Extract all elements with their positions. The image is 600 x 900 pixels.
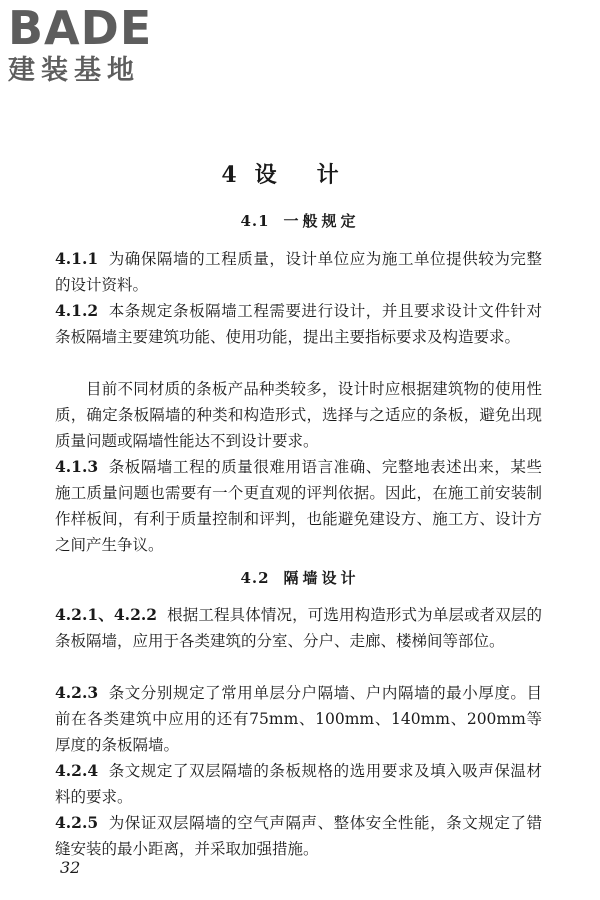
clause-number: 4.2.1、4.2.2	[55, 605, 158, 624]
clause-4-1-2-continued	[55, 376, 542, 454]
section-title: 隔墙设计	[283, 569, 360, 587]
clause-4-1-3	[55, 454, 542, 558]
page-number: 32	[60, 858, 81, 877]
clause-number: 4.1.2	[55, 301, 99, 320]
logo-text-en: BADE	[8, 1, 153, 55]
clause-4-2-5	[55, 810, 542, 862]
clause-4-2-3	[55, 680, 542, 758]
section-heading-4-2	[0, 567, 600, 588]
clause-number: 4.2.3	[55, 683, 99, 702]
clause-text: 条板隔墙工程的质量很难用语言准确、完整地表述出来，某些施工质量问题也需要有一个更直观的评判依据。因此，在施工前安装制作样板间，有利于质量控制和评判，也能避免建设方、施工方、设计方之间产生争议。	[55, 458, 542, 554]
clause-number: 4.2.5	[55, 813, 99, 832]
clause-number: 4.1.1	[55, 249, 99, 268]
clause-text: 条文规定了双层隔墙的条板规格的选用要求及填入吸声保温材料的要求。	[55, 762, 542, 806]
clause-text: 根据工程具体情况，可选用构造形式为单层或者双层的条板隔墙，应用于各类建筑的分室、分户、走廊、楼梯间等部位。	[55, 606, 542, 650]
clause-4-2-1-4-2-2	[55, 602, 542, 654]
section-number: 4.2	[240, 569, 270, 587]
chapter-number: 4	[221, 162, 239, 188]
chapter-heading	[0, 158, 600, 189]
section-number: 4.1	[240, 212, 270, 230]
clause-text: 目前不同材质的条板产品种类较多，设计时应根据建筑物的使用性质，确定条板隔墙的种类和构造形式，选择与之适应的条板，避免出现质量问题或隔墙性能达不到设计要求。	[55, 380, 542, 450]
chapter-title: 设计	[254, 162, 379, 188]
clause-text: 本条规定条板隔墙工程需要进行设计，并且要求设计文件针对条板隔墙主要建筑功能、使用功能，提出主要指标要求及构造要求。	[55, 302, 542, 346]
clause-4-1-1	[55, 246, 542, 298]
clause-text: 为确保隔墙的工程质量，设计单位应为施工单位提供较为完整的设计资料。	[55, 250, 542, 294]
section-title: 一般规定	[283, 212, 360, 230]
brand-logo	[8, 1, 153, 88]
clause-4-2-4	[55, 758, 542, 810]
clause-text: 条文分别规定了常用单层分户隔墙、户内隔墙的最小厚度。目前在各类建筑中应用的还有75mm、100mm、140mm、200mm等厚度的条板隔墙。	[55, 684, 542, 754]
section-heading-4-1	[0, 210, 600, 231]
clause-number: 4.2.4	[55, 761, 99, 780]
logo-text-cn: 建装基地	[8, 55, 140, 86]
clause-text: 为保证双层隔墙的空气声隔声、整体安全性能，条文规定了错缝安装的最小距离，并采取加强措施。	[55, 814, 542, 858]
clause-4-1-2	[55, 298, 542, 350]
clause-number: 4.1.3	[55, 457, 99, 476]
